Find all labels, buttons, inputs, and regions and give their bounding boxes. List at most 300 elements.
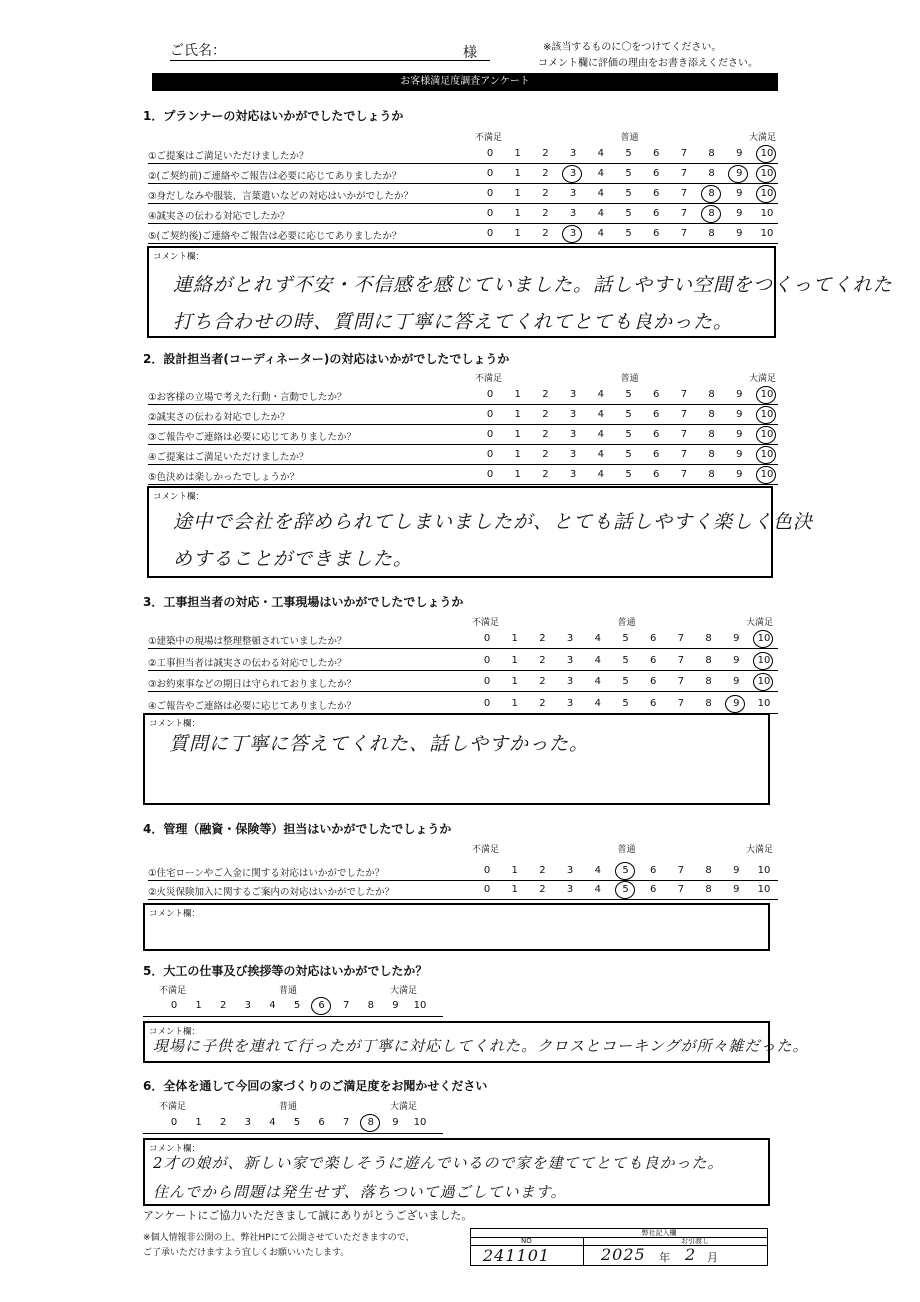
scale-number[interactable]: 10 [757,865,771,876]
comment-label: コメント欄： [149,909,201,919]
scale-number[interactable]: 7 [680,168,688,179]
scale-number[interactable]: 0 [486,389,494,400]
comment-label: コメント欄： [153,492,205,502]
row-divider [143,1133,443,1134]
scale-number[interactable]: 6 [653,449,660,460]
scale-number[interactable]: 10 [760,148,774,159]
scale-number[interactable]: 4 [269,1117,276,1128]
scale-number[interactable]: 7 [677,655,685,666]
scale-number[interactable]: 5 [622,655,629,666]
scale-number[interactable]: 5 [293,1000,301,1011]
scale-number[interactable]: 6 [653,188,660,199]
scale-number[interactable]: 4 [597,168,604,179]
scale-number[interactable]: 6 [653,389,660,400]
scale-number[interactable]: 2 [539,865,546,876]
privacy-note-1: ※個人情報非公開の上、弊社HPにて公開させていただきますので、 [143,1233,415,1243]
answer-circle [615,862,635,880]
scale-number[interactable]: 4 [597,188,604,199]
answer-circle [562,165,582,183]
scale-number[interactable]: 4 [597,228,604,239]
scale-number[interactable]: 9 [736,449,743,460]
privacy-note-2: ご了承いただけますよう宜しくお願いいたします。 [143,1248,350,1258]
scale-number[interactable]: 6 [650,633,657,644]
scale-number[interactable]: 5 [625,168,632,179]
scale-number[interactable]: 10 [757,676,771,687]
scale-number[interactable]: 10 [760,208,774,219]
scale-number[interactable]: 4 [597,469,604,480]
scale-number[interactable]: 1 [514,168,521,179]
scale-number[interactable]: 5 [622,676,629,687]
scale-number[interactable]: 5 [622,865,629,876]
comment-label: コメント欄： [149,719,201,729]
scale-number[interactable]: 10 [757,633,771,644]
question-text: ③お約束事などの期日は守られておりましたか？ [148,679,357,690]
scale-number[interactable]: 3 [566,633,574,644]
scale-number[interactable]: 10 [760,188,774,199]
comment-line: 住んでから問題は発生せず、落ちついて過ごしています。 [153,1183,567,1201]
scale-number[interactable]: 2 [542,148,549,159]
scale-number[interactable]: 1 [514,469,521,480]
scale-number[interactable]: 10 [760,429,774,440]
scale-number[interactable]: 1 [511,884,518,895]
scale-number[interactable]: 4 [597,208,604,219]
scale-number[interactable]: 1 [514,429,521,440]
comment-label: コメント欄： [149,1144,201,1154]
scale-number[interactable]: 10 [760,228,774,239]
scale-number[interactable]: 9 [736,188,743,199]
section-title: 2．設計担当者(コーディネーター)の対応はいかがでしたでしょうか [143,352,510,366]
scale-number[interactable]: 8 [708,409,715,420]
scale-number[interactable]: 8 [705,633,712,644]
comment-line: 現場に子供を連れて行ったが丁寧に対応してくれた。クロスとコーキングが所々雑だった。 [153,1037,809,1055]
scale-number[interactable]: 3 [244,1000,251,1011]
scale-number[interactable]: 2 [542,228,549,239]
scale-number[interactable]: 9 [736,228,743,239]
row-divider [148,899,778,900]
title-banner [152,73,778,91]
comment-line: 途中で会社を辞められてしまいましたが、とても話しやすく楽しく色決 [173,511,814,533]
month-unit: 月 [707,1251,718,1264]
scale-number[interactable]: 2 [542,188,549,199]
scale-number[interactable]: 8 [367,1000,374,1011]
scale-number[interactable]: 10 [757,884,771,895]
year-unit: 年 [659,1251,670,1264]
scale-number[interactable]: 4 [269,1000,276,1011]
scale-number[interactable]: 0 [483,698,491,709]
scale-label-high: 大満足 [390,986,418,996]
comment-line: 打ち合わせの時、質問に丁寧に答えてくれてとても良かった。 [173,311,734,333]
question-text: ④ご報告やご連絡は必要に応じてありましたか？ [148,701,357,712]
scale-number[interactable]: 5 [625,409,632,420]
scale-number[interactable]: 0 [486,469,494,480]
row-divider [148,444,778,445]
scale-number[interactable]: 2 [542,389,549,400]
answer-circle [756,466,776,484]
scale-number[interactable]: 4 [594,676,601,687]
scale-number[interactable]: 1 [511,698,518,709]
section-title: 1．プランナーの対応はいかがでしたでしょうか [143,109,404,123]
scale-number[interactable]: 1 [514,148,521,159]
scale-number[interactable]: 4 [597,449,604,460]
scale-number[interactable]: 3 [569,228,577,239]
row-divider [148,243,778,244]
scale-number[interactable]: 1 [514,188,521,199]
scale-number[interactable]: 9 [736,389,743,400]
scale-number[interactable]: 9 [733,633,740,644]
question-text: ⑤色決めは楽しかったでしょうか？ [148,472,300,483]
scale-number[interactable]: 8 [708,389,715,400]
answer-circle [311,997,331,1015]
scale-number[interactable]: 9 [736,148,743,159]
sama-label: 様 [463,45,477,61]
scale-label-low: 不満足 [159,1102,187,1112]
scale-number[interactable]: 3 [244,1117,251,1128]
scale-number[interactable]: 0 [486,208,494,219]
scale-number[interactable]: 3 [569,188,577,199]
scale-number[interactable]: 0 [170,1000,178,1011]
scale-number[interactable]: 8 [705,676,712,687]
scale-number[interactable]: 1 [514,409,521,420]
scale-number[interactable]: 0 [486,228,494,239]
scale-number[interactable]: 2 [539,698,546,709]
scale-number[interactable]: 10 [760,389,774,400]
row-divider [148,163,778,164]
scale-number[interactable]: 2 [539,655,546,666]
scale-number[interactable]: 9 [733,884,740,895]
scale-number[interactable]: 7 [680,389,688,400]
scale-number[interactable]: 8 [705,865,712,876]
question-text: ②火災保険加入に関するご案内の対応はいかがでしたか？ [148,887,395,898]
scale-number[interactable]: 9 [736,409,743,420]
scale-number[interactable]: 3 [569,168,577,179]
row-divider [148,223,778,224]
question-text: ①ご提案はご満足いただけましたか？ [148,151,309,162]
scale-number[interactable]: 5 [622,633,629,644]
scale-number[interactable]: 6 [650,884,657,895]
thanks-text: アンケートにご協力いただきまして誠にありがとうございました。 [143,1209,473,1222]
question-text: ④ご提案はご満足いただけましたか？ [148,452,309,463]
scale-number[interactable]: 10 [757,655,771,666]
scale-number[interactable]: 8 [708,228,715,239]
question-text: ③身だしなみや服装、言葉遣いなどの対応はいかがでしたか？ [148,191,414,202]
scale-number[interactable]: 2 [542,449,549,460]
scale-number[interactable]: 10 [413,1000,427,1011]
scale-label-mid: 普通 [617,618,636,628]
row-divider [148,670,778,671]
scale-number[interactable]: 5 [625,188,632,199]
answer-circle [701,185,721,203]
section-title: 3．工事担当者の対応・工事現場はいかがでしたでしょうか [143,595,464,609]
scale-label-mid: 普通 [617,845,636,855]
row-divider [148,691,778,692]
row-divider [148,880,778,881]
question-text: ①お客様の立場で考えた行動・言動でしたか？ [148,392,347,403]
scale-number[interactable]: 9 [733,655,740,666]
question-text: ③ご報告やご連絡は必要に応じてありましたか？ [148,432,357,443]
scale-number[interactable]: 1 [514,228,521,239]
scale-number[interactable]: 9 [736,208,743,219]
scale-number[interactable]: 7 [677,698,685,709]
scale-number[interactable]: 1 [195,1000,202,1011]
row-divider [148,464,778,465]
row-divider [148,183,778,184]
scale-number[interactable]: 5 [625,148,632,159]
scale-number[interactable]: 7 [680,188,688,199]
scale-number[interactable]: 6 [653,148,660,159]
scale-number[interactable]: 4 [594,633,601,644]
scale-number[interactable]: 4 [594,698,601,709]
scale-number[interactable]: 8 [708,449,715,460]
answer-circle [756,426,776,444]
question-text: ②工事担当者は誠実さの伝わる対応でしたか？ [148,658,347,669]
scale-label-low: 不満足 [159,986,187,996]
comment-line: 2才の娘が、新しい家で楽しそうに遊んでいるので家を建ててとても良かった。 [153,1154,724,1172]
scale-number[interactable]: 2 [539,633,546,644]
scale-number[interactable]: 10 [760,168,774,179]
comment-line: 連絡がとれず不安・不信感を感じていました。話しやすい空間をつくってくれた [173,274,893,296]
answer-circle [756,165,776,183]
scale-number[interactable]: 3 [566,676,574,687]
answer-circle [756,406,776,424]
answer-circle [615,881,635,899]
scale-number[interactable]: 1 [511,865,518,876]
scale-number[interactable]: 5 [293,1117,301,1128]
scale-number[interactable]: 7 [677,884,685,895]
comment-label: コメント欄： [153,252,205,262]
name-label: ご氏名： [170,43,226,59]
scale-number[interactable]: 5 [625,429,632,440]
scale-number[interactable]: 2 [539,884,546,895]
scale-number[interactable]: 3 [566,698,574,709]
scale-number[interactable]: 5 [625,469,632,480]
scale-number[interactable]: 6 [650,865,657,876]
scale-number[interactable]: 2 [220,1117,227,1128]
answer-circle [753,652,773,670]
scale-number[interactable]: 8 [705,698,712,709]
scale-number[interactable]: 9 [736,429,743,440]
answer-circle [728,165,748,183]
scale-number[interactable]: 2 [542,168,549,179]
scale-number[interactable]: 8 [705,884,712,895]
scale-number[interactable]: 5 [625,389,632,400]
scale-number[interactable]: 2 [220,1000,227,1011]
scale-number[interactable]: 2 [542,409,549,420]
scale-number[interactable]: 2 [542,429,549,440]
comment-box [147,486,814,578]
answer-circle [753,630,773,648]
row-divider [148,203,778,204]
scale-number[interactable]: 5 [625,208,632,219]
scale-number[interactable]: 0 [483,884,491,895]
comment-box [147,246,893,338]
scale-number[interactable]: 0 [483,865,491,876]
scale-number[interactable]: 0 [486,429,494,440]
scale-number[interactable]: 8 [708,188,715,199]
scale-number[interactable]: 9 [736,168,743,179]
scale-number[interactable]: 10 [760,449,774,460]
scale-number[interactable]: 9 [733,865,740,876]
scale-number[interactable]: 7 [677,676,685,687]
scale-number[interactable]: 4 [597,429,604,440]
scale-number[interactable]: 7 [680,148,688,159]
scale-number[interactable]: 3 [569,409,577,420]
question-text: ④誠実さの伝わる対応でしたか？ [148,211,290,222]
scale-number[interactable]: 5 [625,228,632,239]
scale-number[interactable]: 3 [566,865,574,876]
scale-number[interactable]: 7 [680,409,688,420]
scale-number[interactable]: 7 [680,469,688,480]
banner-title: お客様満足度調査アンケート [400,76,530,87]
scale-number[interactable]: 4 [594,884,601,895]
scale-number[interactable]: 1 [511,633,518,644]
scale-number[interactable]: 1 [511,655,518,666]
scale-number[interactable]: 10 [757,698,771,709]
office-use-table [470,1228,768,1266]
scale-number[interactable]: 7 [680,208,688,219]
scale-number[interactable]: 2 [542,208,549,219]
scale-number[interactable]: 6 [653,168,660,179]
scale-number[interactable]: 1 [195,1117,202,1128]
scale-number[interactable]: 6 [650,676,657,687]
answer-circle [701,205,721,223]
scale-number[interactable]: 0 [483,676,491,687]
scale-label-low: 不満足 [475,133,503,143]
scale-number[interactable]: 9 [733,698,740,709]
scale-label-high: 大満足 [749,374,777,384]
question-text: ②(ご契約前)ご連絡やご報告は必要に応じてありましたか？ [148,171,402,182]
scale-number[interactable]: 2 [539,676,546,687]
scale-number[interactable]: 7 [680,449,688,460]
scale-label-mid: 普通 [620,374,639,384]
scale-number[interactable]: 5 [625,449,632,460]
scale-number[interactable]: 6 [650,698,657,709]
scale-number[interactable]: 3 [569,429,577,440]
scale-number[interactable]: 4 [597,148,604,159]
scale-number[interactable]: 10 [760,409,774,420]
scale-number[interactable]: 4 [597,409,604,420]
scale-number[interactable]: 0 [483,633,491,644]
scale-number[interactable]: 5 [622,884,629,895]
row-divider [148,484,778,485]
scale-number[interactable]: 4 [597,389,604,400]
scale-number[interactable]: 0 [486,168,494,179]
question-text: ②誠実さの伝わる対応でしたか？ [148,412,290,423]
row-divider [148,404,778,405]
scale-number[interactable]: 8 [708,429,715,440]
section-title: 4．管理（融資・保険等）担当はいかがでしたでしょうか [143,822,452,836]
name-underline [170,60,490,61]
answer-circle [756,446,776,464]
scale-number[interactable]: 7 [343,1000,350,1011]
instruction-note-2: コメント欄に評価の理由をお書き添えください。 [538,58,758,69]
scale-number[interactable]: 6 [318,1000,325,1011]
scale-number[interactable]: 0 [483,655,491,666]
scale-number[interactable]: 2 [542,469,549,480]
scale-number[interactable]: 8 [708,148,715,159]
scale-number[interactable]: 9 [733,676,740,687]
scale-number[interactable]: 0 [486,148,494,159]
answer-circle [753,673,773,691]
scale-number[interactable]: 8 [367,1117,374,1128]
no-value: 241101 [483,1246,551,1265]
question-text: ①建築中の現場は整理整頓されていましたか？ [148,636,347,647]
comment-label: コメント欄： [149,1027,201,1037]
scale-number[interactable]: 1 [511,676,518,687]
scale-number[interactable]: 3 [569,469,577,480]
table-divider [583,1237,584,1265]
instruction-note-1: ※該当するものに〇をつけてください。 [543,42,722,53]
scale-number[interactable]: 8 [705,655,712,666]
row-divider [143,1016,443,1017]
scale-number[interactable]: 3 [569,389,577,400]
scale-number[interactable]: 3 [569,148,577,159]
scale-number[interactable]: 7 [343,1117,350,1128]
scale-number[interactable]: 1 [514,208,521,219]
scale-number[interactable]: 4 [594,655,601,666]
scale-number[interactable]: 9 [392,1117,399,1128]
scale-number[interactable]: 7 [677,865,685,876]
scale-number[interactable]: 7 [680,228,688,239]
scale-number[interactable]: 4 [594,865,601,876]
scale-number[interactable]: 6 [653,228,660,239]
comment-box [143,1021,809,1063]
scale-number[interactable]: 5 [622,698,629,709]
answer-circle [756,185,776,203]
scale-number[interactable]: 3 [569,449,577,460]
scale-label-high: 大満足 [390,1102,418,1112]
scale-label-low: 不満足 [472,618,500,628]
scale-number[interactable]: 10 [413,1117,427,1128]
scale-number[interactable]: 9 [736,469,743,480]
scale-label-high: 大満足 [749,133,777,143]
row-divider [148,424,778,425]
scale-number[interactable]: 1 [514,449,521,460]
comment-line: 質問に丁寧に答えてくれた、話しやすかった。 [169,733,590,755]
answer-circle [725,695,745,713]
scale-number[interactable]: 6 [653,409,660,420]
scale-number[interactable]: 7 [680,429,688,440]
scale-number[interactable]: 7 [677,633,685,644]
scale-number[interactable]: 9 [392,1000,399,1011]
comment-box [143,903,770,951]
scale-label-mid: 普通 [620,133,639,143]
scale-number[interactable]: 6 [650,655,657,666]
section-title: 5．大工の仕事及び挨拶等の対応はいかがでしたか？ [143,964,428,978]
scale-number[interactable]: 8 [708,469,715,480]
scale-number[interactable]: 8 [708,208,715,219]
scale-number[interactable]: 10 [760,469,774,480]
scale-number[interactable]: 6 [653,469,660,480]
scale-number[interactable]: 6 [653,429,660,440]
scale-number[interactable]: 1 [514,389,521,400]
question-text: ⑤(ご契約後)ご連絡やご報告は必要に応じてありましたか？ [148,231,402,242]
scale-number[interactable]: 3 [566,884,574,895]
scale-number[interactable]: 6 [653,208,660,219]
scale-number[interactable]: 3 [566,655,574,666]
scale-number[interactable]: 6 [318,1117,325,1128]
question-text: ①住宅ローンやご入金に関する対応はいかがでしたか？ [148,868,385,879]
month-value: 2 [685,1245,697,1264]
scale-number[interactable]: 0 [486,449,494,460]
scale-number[interactable]: 0 [486,188,494,199]
comment-box [143,1138,770,1206]
scale-number[interactable]: 3 [569,208,577,219]
scale-number[interactable]: 0 [486,409,494,420]
scale-number[interactable]: 0 [170,1117,178,1128]
scale-label-low: 不満足 [472,845,500,855]
scale-number[interactable]: 8 [708,168,715,179]
scale-label-high: 大満足 [746,845,774,855]
